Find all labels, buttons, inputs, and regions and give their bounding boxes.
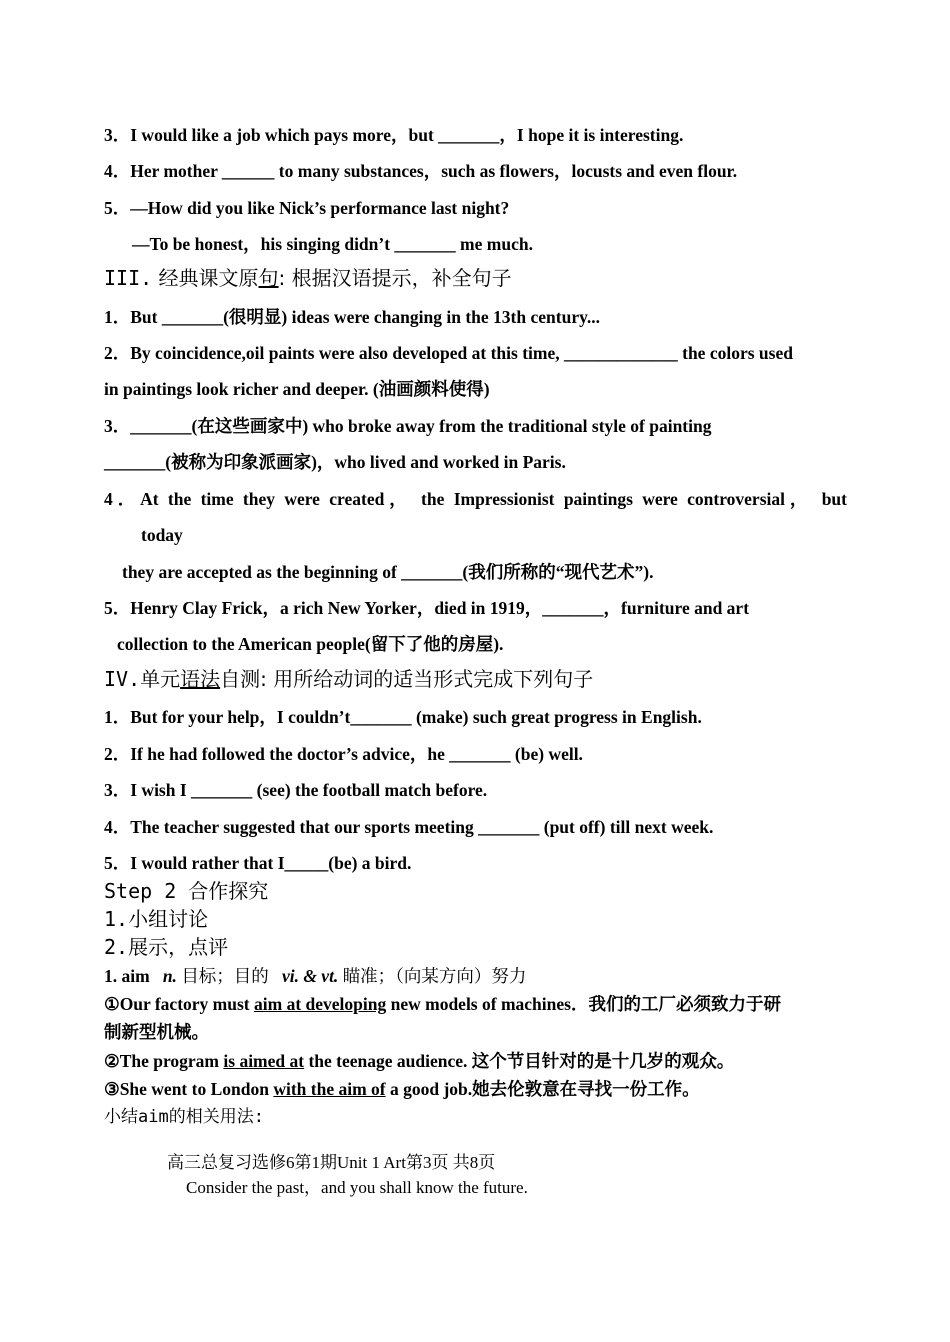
example-sentence	[104, 1077, 700, 1101]
page-footer: 高三总复习选修6第1期Unit 1 Art第3页 共8页	[167, 1153, 496, 1172]
section-title-part: 单元	[140, 667, 181, 691]
page-motto: Consider the past，and you shall know the future.	[186, 1178, 528, 1197]
example-text: new models of machines．我们的工厂必须致力于研	[386, 994, 781, 1014]
example-text: the teenage audience. 这个节目针对的是十几岁的观众。	[304, 1051, 735, 1071]
exercise-line: 1．But for your help，I couldn’t_______ (make) such great progress in English.	[104, 707, 702, 727]
exercise-line: 5．I would rather that I_____(be) a bird.	[104, 853, 412, 873]
section-heading-4	[104, 666, 593, 692]
definition: 目标；目的	[176, 966, 269, 986]
example-text: a good job.她去伦敦意在寻找一份工作。	[385, 1079, 700, 1099]
section-title-part: 自测: 用所给动词的适当形式完成下列句子	[220, 667, 594, 691]
exercise-line: 5．—How did you like Nick’s performance last night?	[104, 198, 510, 218]
exercise-line: 3．_______(在这些画家中) who broke away from the traditional style of painting	[104, 416, 712, 436]
part-of-speech: n.	[162, 966, 177, 986]
exercise-line: —To be honest，his singing didn’t _______ me much.	[132, 234, 533, 254]
exercise-line: 3．I wish I _______ (see) the football match before.	[104, 780, 488, 800]
summary-prompt: 小结aim的相关用法:	[104, 1107, 264, 1127]
section-title-underlined: 语法	[180, 667, 221, 691]
section-title-part: 经典课文原	[152, 266, 259, 290]
exercise-line: 3．I would like a job which pays more，but _______，I hope it is interesting.	[104, 125, 684, 145]
exercise-line: 4．The teacher suggested that our sports meeting _______ (put off) till next week.	[104, 817, 714, 837]
example-text: ③She went to London	[104, 1079, 274, 1099]
exercise-line: 4．Her mother ______ to many substances，such as flowers，locusts and even flour.	[104, 161, 738, 181]
exercise-line: in paintings look richer and deeper. (油画颜料使得)	[104, 379, 490, 399]
section-number: IV.	[104, 667, 141, 691]
exercise-line: 1．But _______(很明显) ideas were changing in the 13th century...	[104, 307, 600, 327]
exercise-line: 4．At the time they were created， the Impressionist paintings were controversial， but	[104, 489, 847, 509]
section-title-part: : 根据汉语提示，补全句子	[278, 266, 512, 290]
example-sentence	[104, 992, 781, 1016]
definition: 瞄准；（向某方向）努力	[338, 966, 527, 986]
step2-title: Step 2 合作探究	[104, 879, 269, 903]
section-title-underlined: 句	[258, 266, 279, 290]
section-number: III.	[104, 266, 153, 290]
example-sentence	[104, 1049, 734, 1073]
exercise-line: collection to the American people(留下了他的房屋).	[117, 634, 504, 654]
exercise-line: 2．If he had followed the doctor’s advice，he _______ (be) well.	[104, 744, 583, 764]
example-text: ②The program	[104, 1051, 224, 1071]
section-heading-3	[104, 265, 512, 291]
exercise-line: today	[141, 525, 183, 545]
example-phrase: aim at developing	[254, 994, 387, 1014]
exercise-line: they are accepted as the beginning of _______(我们所称的“现代艺术”).	[122, 562, 654, 582]
example-phrase: is aimed at	[223, 1051, 305, 1071]
exercise-line: 2．By coincidence,oil paints were also developed at this time, _____________ the colors used	[104, 343, 793, 363]
step2-item: 2.展示，点评	[104, 935, 229, 959]
step2-item: 1.小组讨论	[104, 907, 209, 931]
exercise-line: _______(被称为印象派画家)，who lived and worked in Paris.	[104, 452, 566, 472]
vocab-heading	[104, 964, 526, 988]
example-sentence-cont: 制新型机械。	[104, 1022, 209, 1042]
vocab-word: 1. aim	[104, 966, 150, 986]
exercise-line: 5．Henry Clay Frick，a rich New Yorker，died in 1919，_______，furniture and art	[104, 598, 750, 618]
example-phrase: with the aim of	[273, 1079, 386, 1099]
part-of-speech: vi. & vt.	[281, 966, 339, 986]
example-text: ①Our factory must	[104, 994, 254, 1014]
